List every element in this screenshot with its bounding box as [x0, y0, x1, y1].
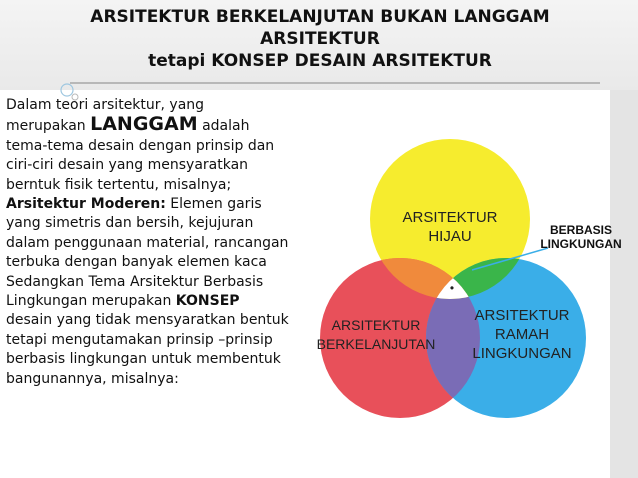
title-line-3: tetapi KONSEP DESAIN ARSITEKTUR — [148, 51, 492, 71]
body-line-2a: merupakan — [6, 118, 91, 135]
label-berkelanjutan-1: ARSITEKTUR — [331, 317, 421, 333]
label-hijau-2: HIJAU — [428, 228, 472, 245]
title-line-1: ARSITEKTUR BERKELANJUTAN BUKAN LANGGAM — [90, 7, 550, 27]
body-line-8: dalam penggunaan material, rancangan — [6, 234, 289, 251]
body-line-12: desain yang tidak mensyaratkan bentuk — [6, 312, 289, 329]
body-line-9: terbuka dengan banyak elemen kaca — [6, 254, 267, 271]
title-line-2: ARSITEKTUR — [260, 29, 380, 49]
label-berkelanjutan-2: BERKELANJUTAN — [316, 336, 436, 352]
body-line-13: tetapi mengutamakan prinsip –prinsip — [6, 331, 273, 348]
label-ramah-1: ARSITEKTUR — [474, 307, 570, 324]
label-ramah-2: RAMAH — [494, 326, 550, 343]
langgam-term: LANGGAM — [90, 113, 198, 136]
label-ramah-3: LINGKUNGAN — [472, 345, 572, 362]
body-line-7: yang simetris dan bersih, kejujuran — [6, 215, 254, 232]
konsep-term: KONSEP — [175, 293, 240, 310]
body-line-11a: Lingkungan merupakan — [6, 293, 176, 310]
center-mark: • — [449, 281, 455, 295]
callout-label-2: LINGKUNGAN — [540, 237, 622, 251]
body-line-2c: adalah — [197, 118, 250, 135]
label-hijau-1: ARSITEKTUR — [402, 209, 498, 226]
body-line-3: tema-tema desain dengan prinsip dan — [6, 137, 275, 154]
callout-label-1: BERBASIS — [549, 223, 613, 237]
body-line-5: berntuk fisik tertentu, misalnya; — [6, 176, 232, 193]
body-line-4: ciri-ciri desain yang mensyaratkan — [6, 157, 249, 174]
body-line-1: Dalam teori arsitektur, yang — [6, 97, 205, 113]
body-line-10: Sedangkan Tema Arsitektur Berbasis — [6, 273, 264, 290]
moderen-term: Arsitektur Moderen: — [6, 196, 166, 213]
body-line-14: berbasis lingkungan untuk membentuk — [6, 351, 281, 368]
body-line-15: bangunannya, misalnya: — [6, 370, 179, 387]
body-line-6b: Elemen garis — [165, 196, 262, 213]
